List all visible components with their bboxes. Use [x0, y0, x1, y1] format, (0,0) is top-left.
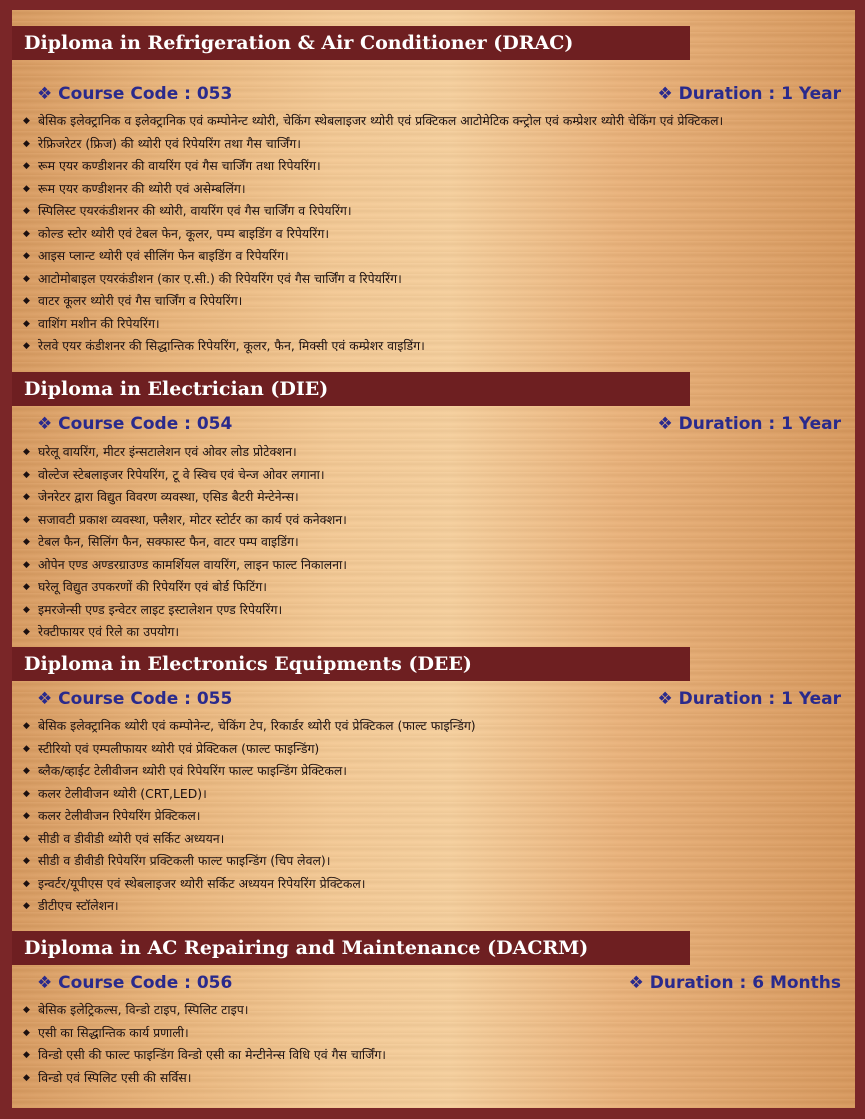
list-item-text: रेक्टीफायर एवं रिले का उपयोग।	[38, 624, 180, 639]
topic-list	[12, 715, 855, 918]
list-item-text: आइस प्लान्ट थ्योरी एवं सीलिंग फेन बाइडिंग व रिपेयरिंग।	[38, 248, 289, 263]
list-item	[12, 1044, 855, 1067]
section-title: Diploma in Electrician (DIE)	[12, 372, 690, 406]
list-item-text: बेसिक इलेक्ट्रानिक व इलेक्ट्रानिक एवं कम्पोनेन्ट थ्योरी, चेकिंग स्थेबलाइजर थ्योरी एवं प्रक्टिकल आटोमेटिक क्न्ट्रोल एवं कम्प्रेशर थ्योरी चेकिंग एवं प्रेक्टिकल।	[38, 113, 724, 128]
bullet-icon: ◆	[23, 559, 30, 570]
list-item	[12, 599, 855, 622]
bullet-icon: ◆	[23, 251, 30, 261]
list-item-text: इन्वर्टर/यूपीएस एवं स्थेबलाइजर थ्योरी सर्किट अध्ययन रिपेयरिंग प्रेक्टिकल।	[38, 875, 366, 891]
bullet-icon: ◆	[23, 447, 30, 457]
brochure-page	[12, 10, 855, 1108]
course-meta	[12, 84, 855, 108]
list-item-text: वाटर कूलर थ्योरी एवं गैस चार्जिंग व रिपेयरिंग।	[38, 293, 243, 308]
list-item-text: घरेलू वायरिंग, मीटर इंन्सटालेशन एवं ओवर लोड प्रोटेक्शन।	[38, 444, 297, 459]
list-item-text: वाशिंग मशीन की रिपेयरिंग।	[38, 315, 160, 331]
bullet-icon: ◆	[23, 318, 30, 329]
list-item-text: रूम एयर कण्डीशनर की थ्योरी एवं असेम्बलिंग।	[38, 180, 246, 196]
list-item	[12, 531, 855, 554]
list-item	[12, 715, 855, 738]
list-item	[12, 554, 855, 577]
list-item	[12, 805, 855, 828]
list-item-text: टेबल फैन, सिलिंग फैन, सक्फास्ट फैन, वाटर पम्प वाइडिंग।	[38, 534, 299, 549]
course-code: ❖ Course Code : 053	[37, 84, 233, 104]
bullet-icon: ◆	[23, 1005, 30, 1015]
bullet-icon: ◆	[23, 206, 30, 216]
topic-list	[12, 110, 855, 358]
bullet-icon: ◆	[23, 537, 30, 547]
bullet-icon: ◆	[23, 138, 30, 149]
list-item	[12, 783, 855, 806]
topic-list	[12, 441, 855, 644]
course-code: ❖ Course Code : 056	[37, 973, 233, 993]
bullet-icon: ◆	[23, 811, 30, 821]
list-item-text: ब्लैक/व्हाईट टेलीवीजन थ्योरी एवं रिपेयरिंग फाल्ट फाइन्डिंग प्रेक्टिकल।	[38, 763, 348, 778]
list-item	[12, 441, 855, 464]
section-title: Diploma in Electronics Equipments (DEE)	[12, 647, 690, 681]
bullet-icon: ◆	[23, 833, 30, 844]
course-duration: ❖ Duration : 1 Year	[657, 689, 841, 709]
list-item-text: ओपेन एण्ड अण्डरग्राउण्ड कामर्शियल वायरिंग, लाइन फाल्ट निकालना।	[38, 556, 347, 572]
list-item	[12, 850, 855, 873]
list-item-text: एसी का सिद्धान्तिक कार्य प्रणाली।	[38, 1024, 189, 1040]
list-item	[12, 464, 855, 487]
list-item	[12, 290, 855, 313]
list-item-text: आटोमोबाइल एयरकंडीशन (कार ए.सी.) की रिपेयरिंग एवं गैस चार्जिंग व रिपेयरिंग।	[38, 270, 402, 286]
list-item-text: जेनरेटर द्वारा विद्युत विवरण व्यवस्था, एसिड बैटरी मेन्टेनेन्स।	[38, 489, 299, 504]
list-item	[12, 873, 855, 896]
list-item	[12, 110, 855, 133]
list-item-text: सीडी व डीवीडी रिपेयरिंग प्रक्टिकली फाल्ट फाइन्डिंग (चिप लेवल)।	[38, 853, 331, 868]
list-item	[12, 200, 855, 223]
list-item-text: रूम एयर कण्डीशनर की वायरिंग एवं गैस चार्जिंग तथा रिपेयरिंग।	[38, 158, 321, 173]
bullet-icon: ◆	[23, 1050, 30, 1060]
list-item	[12, 133, 855, 156]
list-item-text: सजावटी प्रकाश व्यवस्था, फ्लैशर, मोटर स्टोर्टर का कार्य एवं कनेक्शन।	[38, 511, 347, 527]
bullet-icon: ◆	[23, 341, 30, 351]
list-item-text: घरेलू विद्युत उपकरणों की रिपेयरिंग एवं बोर्ड फिटिंग।	[38, 579, 267, 594]
list-item-text: विन्डो एसी की फाल्ट फाइन्डिंग विन्डो एसी का मेन्टीनेन्स विधि एवं गैस चार्जिंग।	[38, 1047, 387, 1062]
bullet-icon: ◆	[23, 183, 30, 194]
list-item	[12, 268, 855, 291]
bullet-icon: ◆	[23, 743, 30, 754]
bullet-icon: ◆	[23, 1072, 30, 1083]
list-item	[12, 760, 855, 783]
list-item-text: विन्डो एवं स्पिलिट एसी की सर्विस।	[38, 1069, 192, 1085]
list-item	[12, 178, 855, 201]
list-item-text: सीडी व डीवीडी थ्योरी एवं सर्किट अध्ययन।	[38, 830, 225, 846]
course-meta	[12, 414, 855, 438]
section-title: Diploma in Refrigeration & Air Conditioner (DRAC)	[12, 26, 690, 60]
bullet-icon: ◆	[23, 161, 30, 171]
list-item-text: इमरजेन्सी एण्ड इन्वेटर लाइट इस्टालेशन एण्ड रिपेयरिंग।	[38, 601, 283, 617]
bullet-icon: ◆	[23, 469, 30, 480]
list-item	[12, 738, 855, 761]
list-item-text: कलर टेलीवीजन रिपेयरिंग प्रेक्टिकल।	[38, 808, 201, 823]
list-item-text: बेसिक इलेक्ट्रानिक थ्योरी एवं कम्पोनेन्ट, चेकिंग टेप, रिकार्डर थ्योरी एवं प्रेक्टिकल (फाल्ट फाइन्डिंग)	[38, 718, 476, 733]
bullet-icon: ◆	[23, 878, 30, 889]
bullet-icon: ◆	[23, 514, 30, 525]
course-code: ❖ Course Code : 055	[37, 689, 233, 709]
list-item	[12, 313, 855, 336]
list-item	[12, 335, 855, 358]
bullet-icon: ◆	[23, 901, 30, 911]
topic-list	[12, 999, 855, 1089]
bullet-icon: ◆	[23, 582, 30, 592]
bullet-icon: ◆	[23, 116, 30, 126]
bullet-icon: ◆	[23, 766, 30, 776]
bullet-icon: ◆	[23, 1027, 30, 1038]
list-item	[12, 1022, 855, 1045]
bullet-icon: ◆	[23, 296, 30, 306]
list-item	[12, 223, 855, 246]
bullet-icon: ◆	[23, 273, 30, 284]
list-item	[12, 828, 855, 851]
course-duration: ❖ Duration : 6 Months	[628, 973, 841, 993]
list-item	[12, 155, 855, 178]
list-item-text: वोल्टेज स्टेबलाइजर रिपेयरिंग, टू वे स्विच एवं चेन्ज ओवर लगाना।	[38, 466, 325, 482]
list-item-text: डीटीएच स्टॉलेशन।	[38, 898, 119, 913]
list-item-text: स्पिलिस्ट एयरकंडीशनर की थ्योरी, वायरिंग एवं गैस चार्जिंग व रिपेयरिंग।	[38, 203, 352, 218]
list-item-text: बेसिक इलेट्रिकल्स, विन्डो टाइप, स्पिलिट टाइप।	[38, 1002, 249, 1017]
course-meta	[12, 973, 855, 997]
list-item	[12, 576, 855, 599]
list-item-text: रेलवे एयर कंडीशनर की सिद्धान्तिक रिपेयरिंग, कूलर, फैन, मिक्सी एवं कम्प्रेशर वाइडिंग।	[38, 338, 425, 353]
list-item	[12, 1067, 855, 1090]
bullet-icon: ◆	[23, 604, 30, 615]
course-duration: ❖ Duration : 1 Year	[657, 414, 841, 434]
bullet-icon: ◆	[23, 856, 30, 866]
list-item-text: कोल्ड स्टोर थ्योरी एवं टेबल फेन, कूलर, पम्प बाइडिंग व रिपेयरिंग।	[38, 225, 330, 241]
course-code: ❖ Course Code : 054	[37, 414, 233, 434]
course-duration: ❖ Duration : 1 Year	[657, 84, 841, 104]
list-item-text: स्टीरियो एवं एम्पलीफायर थ्योरी एवं प्रेक्टिकल (फाल्ट फाइन्डिंग)	[38, 740, 320, 756]
list-item	[12, 621, 855, 644]
bullet-icon: ◆	[23, 228, 30, 239]
course-meta	[12, 689, 855, 713]
list-item-text: कलर टेलीवीजन थ्योरी (CRT,LED)।	[38, 785, 207, 801]
list-item	[12, 999, 855, 1022]
section-title: Diploma in AC Repairing and Maintenance (DACRM)	[12, 931, 690, 965]
bullet-icon: ◆	[23, 627, 30, 637]
list-item	[12, 245, 855, 268]
list-item	[12, 486, 855, 509]
list-item	[12, 509, 855, 532]
bullet-icon: ◆	[23, 721, 30, 731]
list-item-text: रेफ्रिजरेटर (फ्रिज) की थ्योरी एवं रिपेयरिंग तथा गैस चार्जिंग।	[38, 135, 301, 151]
list-item	[12, 895, 855, 918]
bullet-icon: ◆	[23, 492, 30, 502]
bullet-icon: ◆	[23, 788, 30, 799]
